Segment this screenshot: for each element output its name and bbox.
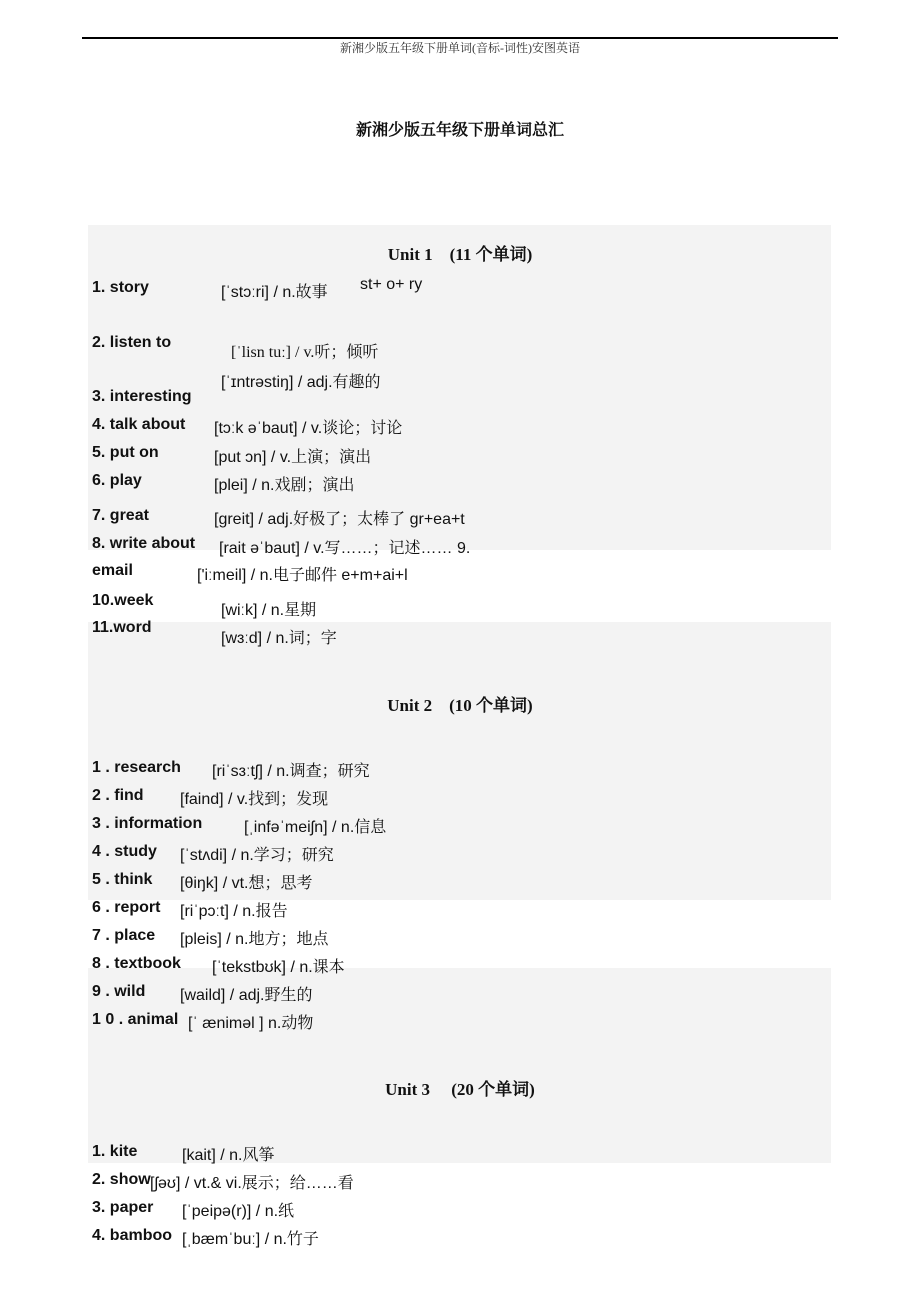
vocab-definition: [ˌinfəˈmeiʃn] / n.信息: [244, 819, 387, 836]
vocab-word: 1 0 . animal: [92, 1011, 179, 1028]
vocab-definition: [ˈɪntrəstiŋ] / adj.有趣的: [221, 374, 381, 391]
vocab-word: email: [92, 562, 133, 579]
vocab-definition: [put ɔn] / v.上演；演出: [214, 449, 372, 466]
vocab-word: 6 . report: [92, 899, 161, 916]
vocab-word: 4 . study: [92, 843, 157, 860]
vocab-word: 1 . research: [92, 759, 181, 776]
vocab-word: 1. kite: [92, 1143, 138, 1160]
vocab-word: 2. listen to: [92, 334, 172, 351]
vocab-word: 7 . place: [92, 927, 156, 944]
unit3-heading: Unit 3 (20 个单词): [385, 1080, 535, 1099]
vocab-definition: [tɔːk əˈbaut] / v.谈论；讨论: [214, 420, 403, 437]
vocab-word: 2. show: [92, 1171, 151, 1188]
vocab-definition: [kait] / n.风筝: [182, 1147, 275, 1164]
page-header: 新湘少版五年级下册单词(音标-词性)安图英语: [340, 41, 580, 55]
vocab-definition: [rait əˈbaut] / v.写……；记述…… 9.: [219, 540, 471, 557]
vocab-word: 5 . think: [92, 871, 153, 888]
vocab-word: 3 . information: [92, 815, 203, 832]
vocab-definition: ['iːmeil] / n.电子邮件 e+m+ai+l: [197, 567, 408, 584]
vocab-word: 1. story: [92, 279, 149, 296]
vocab-definition: [waild] / adj.野生的: [180, 987, 313, 1004]
vocab-word: 2 . find: [92, 787, 144, 804]
vocab-spelling: st+ o+ ry: [360, 276, 423, 293]
page-title: 新湘少版五年级下册单词总汇: [355, 122, 564, 139]
vocab-word: 7. great: [92, 507, 149, 524]
vocab-definition: [ˈpeipə(r)] / n.纸: [182, 1203, 295, 1220]
vocab-definition: [ˈlisn tuː] / v.听；倾听: [231, 344, 379, 361]
vocab-definition: [greit] / adj.好极了；太棒了 gr+ea+t: [214, 511, 465, 528]
vocab-word: 4. bamboo: [92, 1227, 173, 1244]
vocab-definition: [ˌbæmˈbuː] / n.竹子: [182, 1231, 319, 1248]
vocab-word: 5. put on: [92, 444, 159, 461]
unit2-heading: Unit 2 (10 个单词): [387, 696, 533, 715]
unit1-shade-top: [88, 225, 831, 550]
vocab-definition: [wiːk] / n.星期: [221, 602, 317, 619]
vocab-definition: [wɜːd] / n.词；字: [221, 630, 337, 647]
vocab-word: 10.week: [92, 592, 154, 609]
vocab-definition: [ʃəʊ] / vt.& vi.展示；给……看: [150, 1175, 354, 1192]
vocab-word: 8 . textbook: [92, 955, 181, 972]
vocab-word: 8. write about: [92, 535, 196, 552]
vocab-definition: [pleis] / n.地方；地点: [180, 931, 329, 948]
vocab-definition: [ˈtekstbʊk] / n.课本: [212, 959, 345, 976]
vocab-word: 9 . wild: [92, 983, 146, 1000]
vocab-word: 3. interesting: [92, 388, 192, 405]
vocab-word: 6. play: [92, 472, 142, 489]
vocab-word: 3. paper: [92, 1199, 154, 1216]
vocab-definition: [θiŋk] / vt.想；思考: [180, 875, 313, 892]
vocab-definition: [faind] / v.找到；发现: [180, 791, 329, 808]
vocab-definition: [ˈ æniməl ] n.动物: [188, 1015, 314, 1032]
vocab-definition: [riˈsɜːtʃ] / n.调查；研究: [212, 763, 370, 780]
vocab-word: 11.word: [92, 619, 152, 636]
vocab-definition: [riˈpɔːt] / n.报告: [180, 903, 288, 920]
vocab-definition: [plei] / n.戏剧；演出: [214, 477, 355, 494]
vocab-definition: [ˈstɔːri] / n.故事: [221, 284, 328, 301]
unit1-heading: Unit 1 (11 个单词): [387, 245, 533, 264]
vocab-definition: [ˈstʌdi] / n.学习；研究: [180, 847, 334, 864]
vocab-word: 4. talk about: [92, 416, 186, 433]
